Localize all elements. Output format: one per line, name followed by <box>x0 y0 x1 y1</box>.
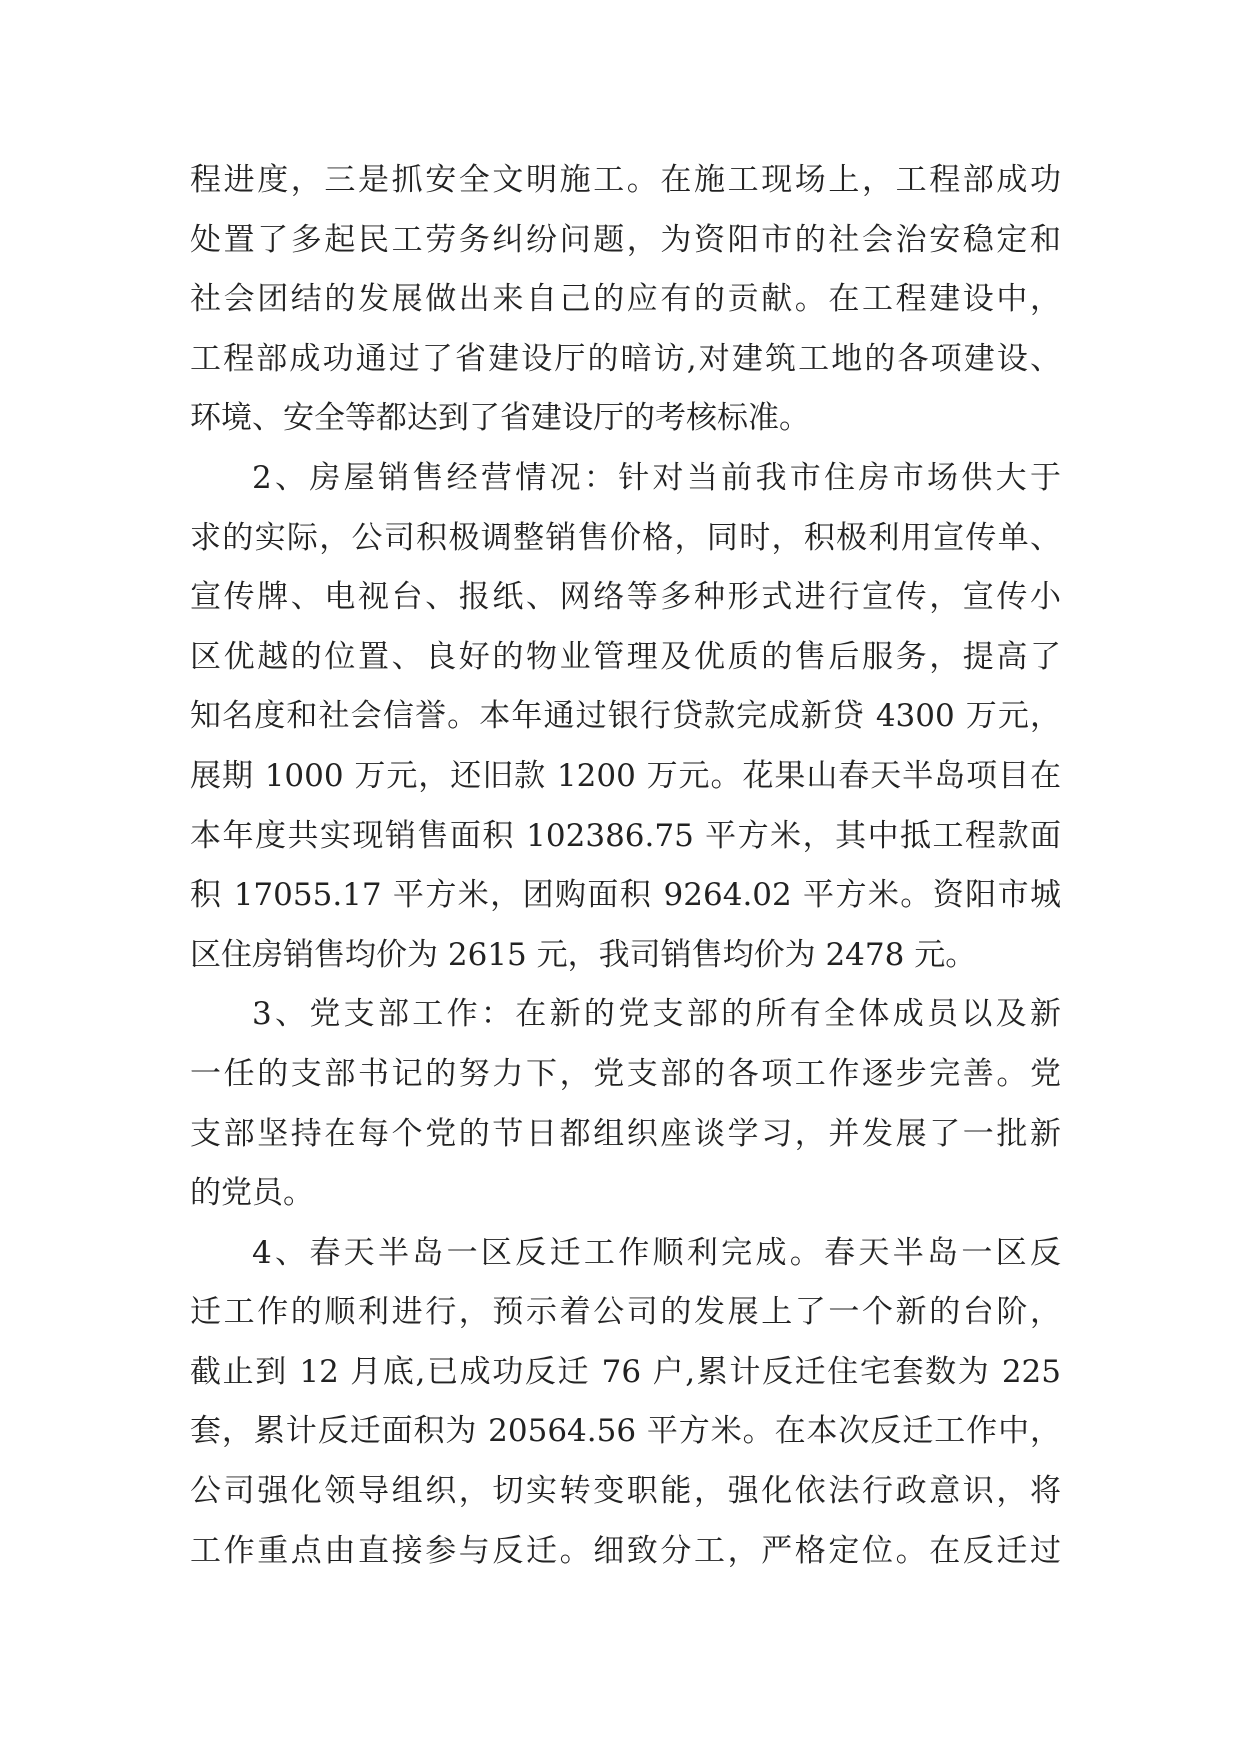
text-line: 区优越的位置、良好的物业管理及优质的售后服务，提高了 <box>190 638 1061 675</box>
text-line: 宣传牌、电视台、报纸、网络等多种形式进行宣传，宣传小 <box>190 579 1061 616</box>
text-line: 本年度共实现销售面积 102386.75 平方米，其中抵工程款面 <box>190 817 1061 854</box>
text-line: 区住房销售均价为 2615 元，我司销售均价为 2478 元。 <box>190 936 977 973</box>
text-line: 工程部成功通过了省建设厅的暗访,对建筑工地的各项建设、 <box>190 340 1061 377</box>
text-line: 公司强化领导组织，切实转变职能，强化依法行政意识，将 <box>190 1473 1061 1510</box>
text-line: 工作重点由直接参与反迁。细致分工，严格定位。在反迁过 <box>190 1532 1061 1569</box>
text-line: 支部坚持在每个党的节日都组织座谈学习，并发展了一批新 <box>190 1115 1061 1152</box>
text-line: 社会团结的发展做出来自己的应有的贡献。在工程建设中， <box>190 281 1061 318</box>
paragraph-2-start: 2、房屋销售经营情况：针对当前我市住房市场供大于 <box>252 459 1061 496</box>
text-line: 一任的支部书记的努力下，党支部的各项工作逐步完善。党 <box>190 1055 1061 1092</box>
text-line: 环境、安全等都达到了省建设厅的考核标准。 <box>190 400 810 437</box>
text-line: 程进度，三是抓安全文明施工。在施工现场上，工程部成功 <box>190 162 1061 198</box>
paragraph-4-start: 4、春天半岛一区反迁工作顺利完成。春天半岛一区反 <box>252 1234 1061 1271</box>
body-text <box>190 151 1061 1581</box>
text-line: 迁工作的顺利进行，预示着公司的发展上了一个新的台阶， <box>190 1294 1061 1331</box>
text-line: 截止到 12 月底,已成功反迁 76 户,累计反迁住宅套数为 225 <box>190 1353 1061 1390</box>
text-line: 套，累计反迁面积为 20564.56 平方米。在本次反迁工作中， <box>190 1413 1061 1450</box>
text-line: 的党员。 <box>190 1175 314 1212</box>
text-line: 处置了多起民工劳务纠纷问题，为资阳市的社会治安稳定和 <box>190 221 1061 258</box>
paragraph-3-start: 3、党支部工作：在新的党支部的所有全体成员以及新 <box>252 996 1061 1033</box>
text-line: 展期 1000 万元，还旧款 1200 万元。花果山春天半岛项目在 <box>190 757 1061 794</box>
text-line: 知名度和社会信誉。本年通过银行贷款完成新贷 4300 万元， <box>190 698 1061 735</box>
text-line: 积 17055.17 平方米，团购面积 9264.02 平方米。资阳市城 <box>190 877 1061 914</box>
text-line: 求的实际，公司积极调整销售价格，同时，积极利用宣传单、 <box>190 519 1061 556</box>
